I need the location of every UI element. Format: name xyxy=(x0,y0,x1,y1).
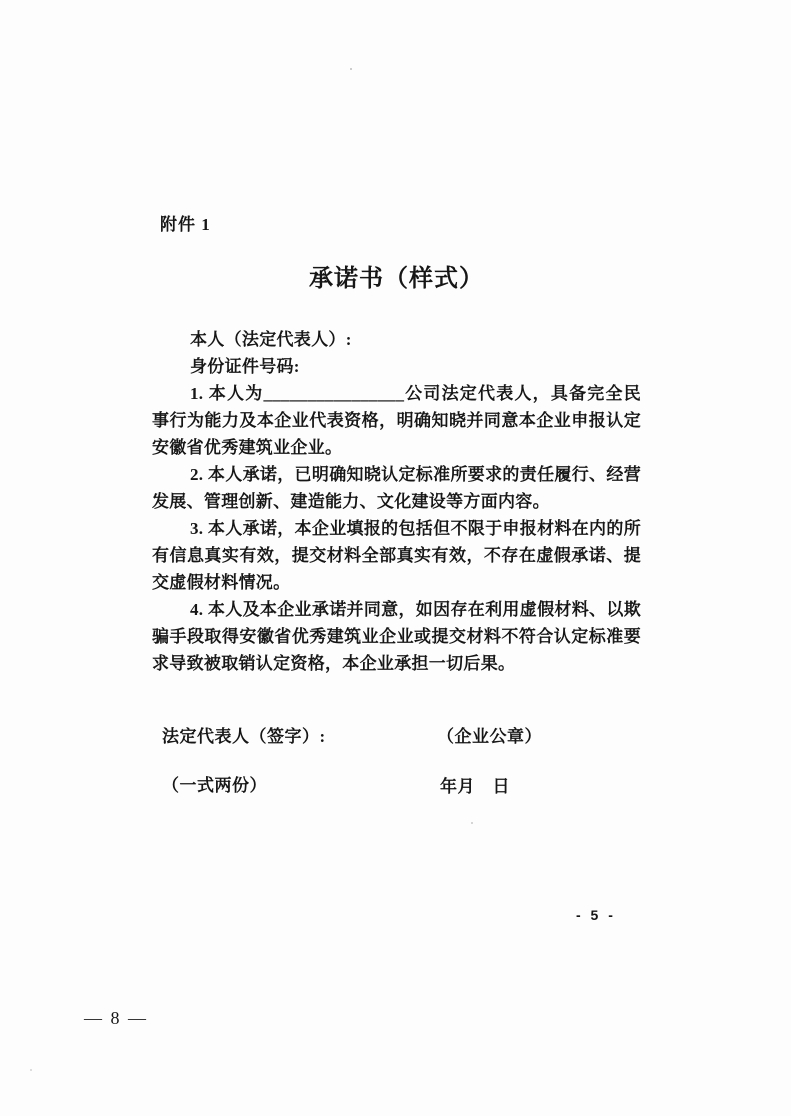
date-label: 年月 日 xyxy=(440,777,510,796)
body-line: 交虚假材料情况。 xyxy=(152,573,291,592)
scan-speck xyxy=(471,822,473,824)
body-line: 2. 本人承诺，已明确知晓认定标准所要求的责任履行、经营 xyxy=(190,465,641,484)
inner-page-number: - 5 - xyxy=(576,907,616,923)
body-line: 3. 本人承诺，本企业填报的包括但不限于申报材料在内的所 xyxy=(190,519,641,538)
body-line: 求导致被取销认定资格，本企业承担一切后果。 xyxy=(152,654,516,673)
document-title: 承诺书（样式） xyxy=(309,266,484,292)
body-line: 发展、管理创新、建造能力、文化建设等方面内容。 xyxy=(152,492,550,511)
body-line: 1. 本人为________________公司法定代表人，具备完全民 xyxy=(190,384,641,403)
body-line: 有信息真实有效，提交材料全部真实有效，不存在虚假承诺、提 xyxy=(152,546,641,565)
copies-note: （一式两份） xyxy=(162,776,267,795)
body-line: 骗手段取得安徽省优秀建筑业企业或提交材料不符合认定标准要 xyxy=(152,627,641,646)
body-line: 身份证件号码: xyxy=(190,357,300,376)
legal-representative-signature-label: 法定代表人（签字）: xyxy=(162,727,326,746)
body-line: 4. 本人及本企业承诺并同意，如因存在利用虚假材料、以欺 xyxy=(190,600,641,619)
body-line: 本人（法定代表人）: xyxy=(190,330,352,349)
scan-speck xyxy=(30,1069,32,1071)
company-seal-label: （企业公章） xyxy=(437,727,542,746)
body-line: 安徽省优秀建筑业企业。 xyxy=(152,438,343,457)
outer-page-number: — 8 — xyxy=(84,1008,148,1028)
attachment-label: 附件 1 xyxy=(160,215,211,234)
scan-speck xyxy=(350,68,352,70)
document-body xyxy=(152,326,641,677)
body-line: 事行为能力及本企业代表资格，明确知晓并同意本企业申报认定 xyxy=(152,411,641,430)
